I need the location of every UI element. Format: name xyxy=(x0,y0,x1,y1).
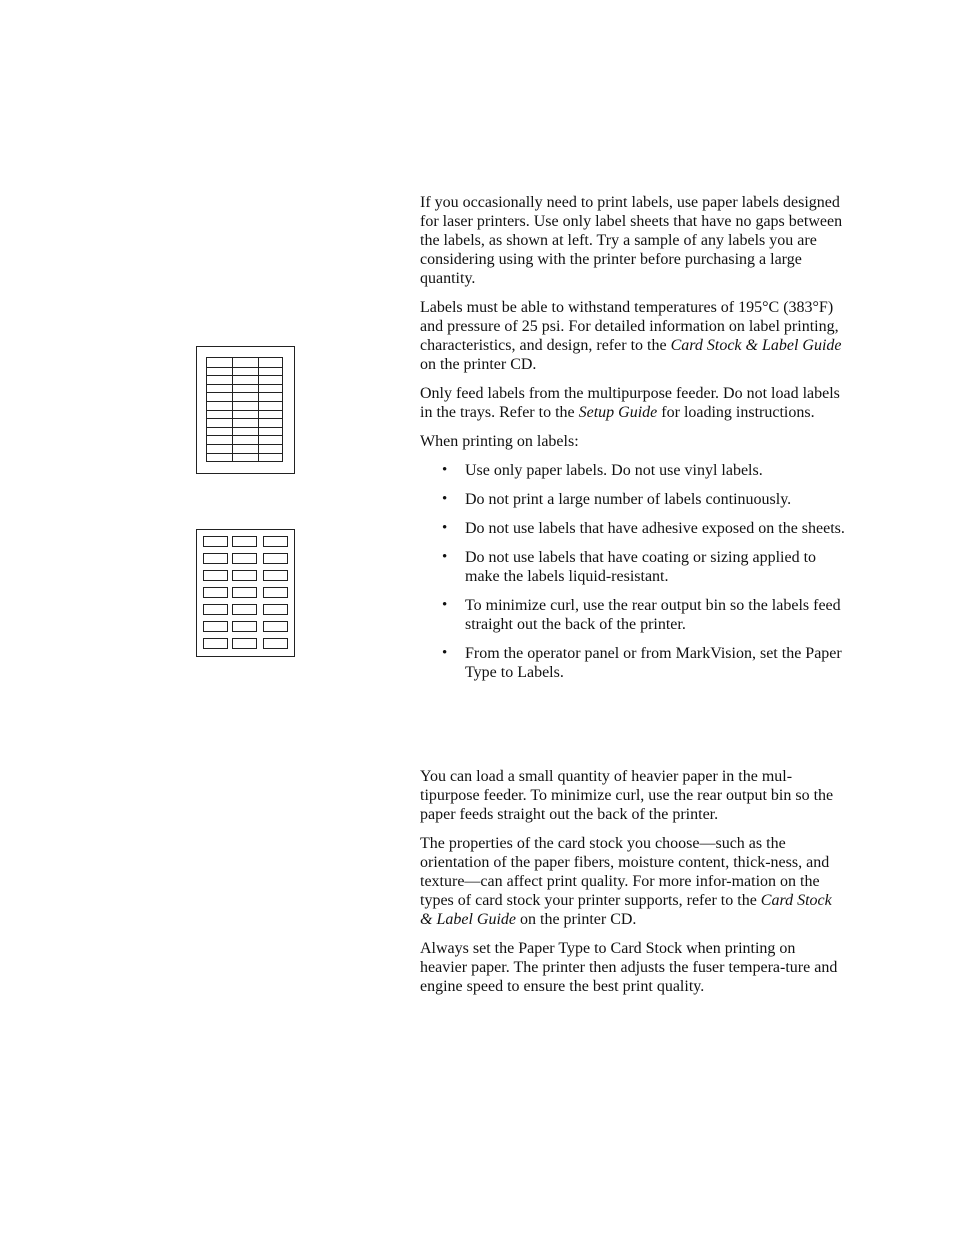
label-cell xyxy=(232,536,257,547)
label-divider-horizontal xyxy=(207,453,282,454)
labels-paragraph-4: When printing on labels: xyxy=(420,433,579,450)
list-item: • Do not use labels that have adhesive exposed on the sheets. xyxy=(420,519,845,538)
label-cell xyxy=(203,570,228,581)
label-divider-horizontal xyxy=(207,392,282,393)
label-divider-horizontal xyxy=(207,401,282,402)
label-divider-horizontal xyxy=(207,427,282,428)
label-cell xyxy=(263,638,288,649)
label-divider-horizontal xyxy=(207,367,282,368)
labels-paragraph-2 xyxy=(420,298,845,374)
label-cell xyxy=(263,570,288,581)
label-cell xyxy=(232,587,257,598)
labels-paragraph-1: If you occasionally need to print labels, use paper labels designed for laser printers. Use only label sheets that have no gaps between the labels, as shown at left. Try a sample of any labels you are considering using with the printer before purchasing a large quantity. xyxy=(420,194,843,287)
label-cell xyxy=(203,638,228,649)
list-item: • Use only paper labels. Do not use vinyl labels. xyxy=(420,461,845,480)
label-cell xyxy=(232,604,257,615)
label-cell xyxy=(263,553,288,564)
label-cell xyxy=(263,536,288,547)
label-divider-horizontal xyxy=(207,384,282,385)
label-cell xyxy=(203,587,228,598)
card-stock-paragraph-3: Always set the Paper Type to Card Stock when printing on heavier paper. The printer then adjusts the fuser tempera-ture and engine speed to ensure the best print quality. xyxy=(420,940,838,995)
labels-section xyxy=(420,193,845,692)
label-divider-horizontal xyxy=(207,375,282,376)
label-divider-horizontal xyxy=(207,444,282,445)
labels-paragraph-3-text-a: Only feed labels from the multipurpose feeder. Do not load labels in the trays. Refer to the xyxy=(420,385,840,421)
label-divider-horizontal xyxy=(207,418,282,419)
card-stock-guide-reference: Card Stock & Label Guide xyxy=(670,337,842,354)
label-cell xyxy=(203,604,228,615)
setup-guide-reference: Setup Guide xyxy=(578,404,658,421)
list-item: • From the operator panel or from MarkVision, set the Paper Type to Labels. xyxy=(420,644,845,682)
label-grid-contiguous xyxy=(206,357,283,462)
labels-paragraph-3 xyxy=(420,384,845,422)
label-divider-horizontal xyxy=(207,410,282,411)
label-cell xyxy=(232,621,257,632)
label-cell xyxy=(232,570,257,581)
label-cell xyxy=(263,621,288,632)
label-cell xyxy=(263,604,288,615)
label-cell xyxy=(232,638,257,649)
card-stock-guide-reference: Card Stock & Label Guide xyxy=(420,892,832,928)
card-stock-paragraph-1: You can load a small quantity of heavier paper in the mul-tipurpose feeder. To minimize curl, use the rear output bin so the paper feeds straight out the back of the printer. xyxy=(420,768,834,823)
card-stock-paragraph-2 xyxy=(420,834,845,929)
label-sheet-with-gaps-illustration xyxy=(196,529,295,657)
card-stock-paragraph-2-text-b: on the printer CD. xyxy=(516,911,637,928)
label-cell xyxy=(203,536,228,547)
labels-paragraph-2-text-b: on the printer CD. xyxy=(420,356,537,373)
card-stock-paragraph-2-text-a: The properties of the card stock you choose—such as the orientation of the paper fibers, moisture content, thick-ness, and texture—can affect print quality. For more infor-mation on the types of card stock your printer supports, refer to the xyxy=(420,835,830,909)
label-divider-horizontal xyxy=(207,435,282,436)
labels-paragraph-3-text-b: for loading instructions. xyxy=(657,404,815,421)
label-cell xyxy=(232,553,257,564)
label-cell xyxy=(203,621,228,632)
label-sheet-no-gaps-illustration xyxy=(196,346,295,474)
list-item: • Do not use labels that have coating or sizing applied to make the labels liquid-resistant. xyxy=(420,548,845,586)
label-cell xyxy=(203,553,228,564)
list-item: • Do not print a large number of labels continuously. xyxy=(420,490,845,509)
list-item: • To minimize curl, use the rear output bin so the labels feed straight out the back of the printer. xyxy=(420,596,845,634)
labels-paragraph-2-text-a: Labels must be able to withstand temperatures of 195°C (383°F) and pressure of 25 psi. For detailed information on label printing, characteristics, and design, refer to the xyxy=(420,299,839,354)
label-cell xyxy=(263,587,288,598)
card-stock-section xyxy=(420,767,845,1006)
labels-bullet-list xyxy=(420,461,845,682)
